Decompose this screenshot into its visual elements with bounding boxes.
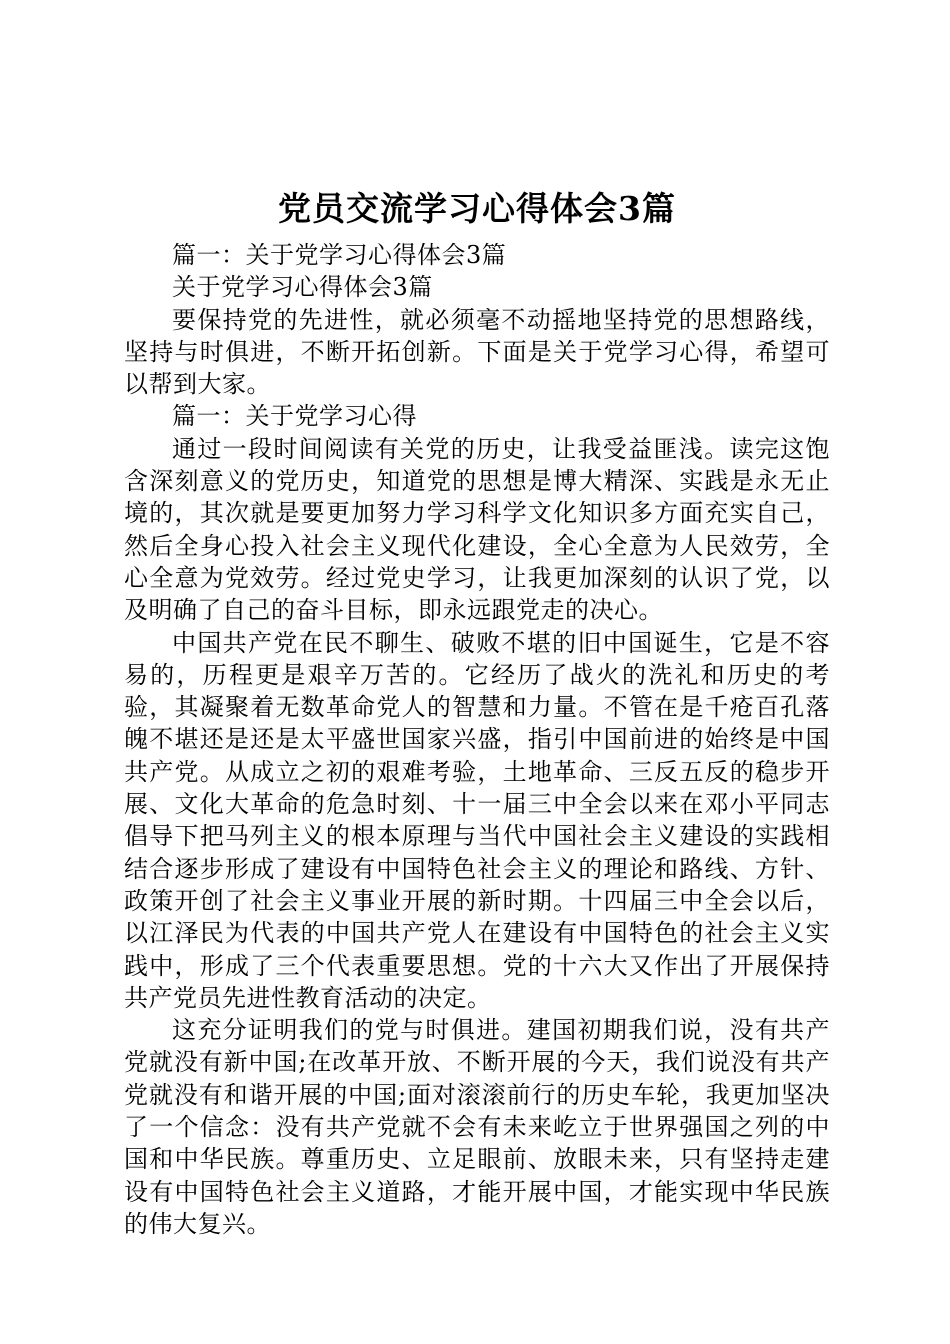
- paragraph-part-one-heading: 篇一：关于党学习心得: [172, 402, 417, 431]
- document-title: 党员交流学习心得体会3篇: [278, 189, 676, 228]
- paragraph-intro: 要保持党的先进性，就必须毫不动摇地坚持党的思想路线，坚持与时俱进，不断开拓创新。下面是关于党学习心得，希望可以帮到大家。: [124, 305, 830, 399]
- paragraph-subtitle: 关于党学习心得体会3篇: [172, 273, 433, 302]
- paragraph-body: 这充分证明我们的党与时俱进。建国初期我们说，没有共产党就没有新中国;在改革开放、不断开展的今天，我们说没有共产党就没有和谐开展的中国;面对滚滚前行的历史车轮，我更加坚决了一个信念：没有共产党就不会有未来屹立于世界强国之列的中国和中华民族。尊重历史、立足眼前、放眼未来，只有坚持走建设有中国特色社会主义道路，才能开展中国，才能实现中华民族的伟大复兴。: [124, 1016, 830, 1238]
- paragraph-section-heading: 篇一：关于党学习心得体会3篇: [172, 241, 507, 269]
- paragraph-body: 中国共产党在民不聊生、破败不堪的旧中国诞生，它是不容易的，历程更是艰辛万苦的。它经历了战火的洗礼和历史的考验，其凝聚着无数革命党人的智慧和力量。不管在是千疮百孔落魄不堪还是还是太平盛世国家兴盛，指引中国前进的始终是中国共产党。从成立之初的艰难考验，土地革命、三反五反的稳步开展、文化大革命的危急时刻、十一届三中全会以来在邓小平同志倡导下把马列主义的根本原理与当代中国社会主义建设的实践相结合逐步形成了建设有中国特色社会主义的理论和路线、方针、政策开创了社会主义事业开展的新时期。十四届三中全会以后，以江泽民为代表的中国共产党人在建设有中国特色的社会主义实践中，形成了三个代表重要思想。党的十六大又作出了开展保持共产党员先进性教育活动的决定。: [124, 628, 830, 1012]
- paragraph-body: 通过一段时间阅读有关党的历史，让我受益匪浅。读完这饱含深刻意义的党历史，知道党的思想是博大精深、实践是永无止境的，其次就是要更加努力学习科学文化知识多方面充实自己，然后全身心投入社会主义现代化建设，全心全意为人民效劳，全心全意为党效劳。经过党史学习，让我更加深刻的认识了党，以及明确了自己的奋斗目标，即永远跟党走的决心。: [124, 434, 830, 625]
- document-page: [124, 185, 830, 1240]
